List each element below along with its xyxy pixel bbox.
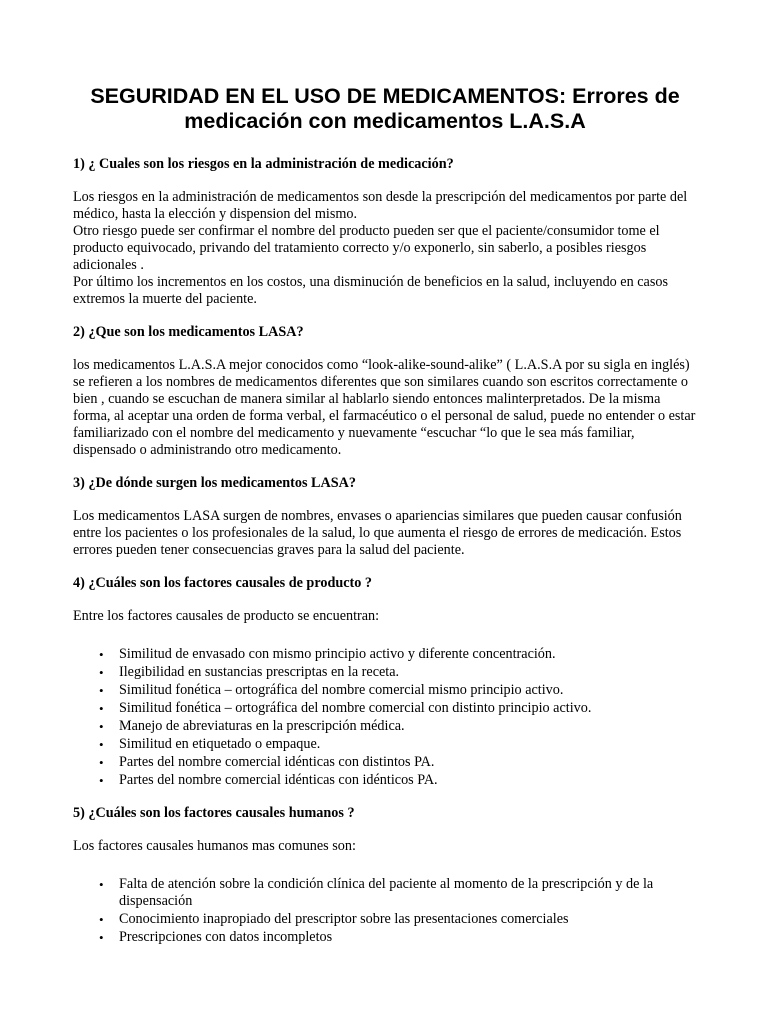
bullet-icon: • (99, 683, 104, 698)
section-5-question: 5) ¿Cuáles son los factores causales humanos ? (73, 805, 355, 821)
section-1-paragraph: Los riesgos en la administración de medicamentos son desde la prescripción del medicamentos por parte del médico, hasta la elección y dispension del mismo. (73, 189, 688, 222)
list-item-text: Similitud fonética – ortográfica del nombre comercial mismo principio activo. (119, 682, 564, 698)
list-item-text: Partes del nombre comercial idénticas con idénticos PA. (119, 772, 438, 788)
list-item-text: Similitud fonética – ortográfica del nombre comercial con distinto principio activo. (119, 700, 592, 716)
bullet-icon: • (99, 701, 104, 716)
list-item (73, 772, 697, 789)
bullet-icon: • (99, 912, 104, 927)
bullet-icon: • (99, 877, 104, 892)
section-5-bullet-list (73, 876, 697, 946)
list-item-text: Similitud de envasado con mismo principio activo y diferente concentración. (119, 646, 556, 662)
list-item (73, 700, 697, 717)
list-item (73, 718, 697, 735)
document-page (73, 84, 697, 962)
bullet-icon: • (99, 755, 104, 770)
list-item (73, 682, 697, 699)
bullet-icon: • (99, 930, 104, 945)
bullet-icon: • (99, 773, 104, 788)
section-1-paragraph: Otro riesgo puede ser confirmar el nombre del producto pueden ser que el paciente/consumidor tome el producto equivocado, privando del tratamiento correcto y/o exponerlo, sin saberlo, a posibles riesgos adicionales . (73, 223, 660, 273)
list-item (73, 929, 697, 946)
bullet-icon: • (99, 665, 104, 680)
list-item-text: Prescripciones con datos incompletos (119, 929, 333, 945)
list-item-text: Partes del nombre comercial idénticas con distintos PA. (119, 754, 435, 770)
document-title: SEGURIDAD EN EL USO DE MEDICAMENTOS: Errores de medicación con medicamentos L.A.S.A (90, 84, 680, 133)
list-item-text: Ilegibilidad en sustancias prescriptas en la receta. (119, 664, 400, 680)
bullet-icon: • (99, 737, 104, 752)
section-1-body (73, 189, 697, 308)
section-1-question: 1) ¿ Cuales son los riesgos en la administración de medicación? (73, 156, 454, 172)
bullet-icon: • (99, 719, 104, 734)
section-2-paragraph: los medicamentos L.A.S.A mejor conocidos como “look-alike-sound-alike” ( L.A.S.A por su sigla en inglés) se refieren a los nombres de medicamentos diferentes que son similares cuando son escritos correctamente o bien , cuando se escuchan de manera similar al hablarlo siendo entonces malinterpretados. De la misma forma, al aceptar una orden de forma verbal, el farmacéutico o el personal de salud, puede no entender o estar familiarizado con el nombre del medicamento y nuevamente “escuchar “lo que le sea más familiar, dispensado o administrando otro medicamento. (73, 357, 696, 458)
list-item (73, 646, 697, 663)
section-1-paragraph: Por último los incrementos en los costos, una disminución de beneficios en la salud, incluyendo en casos extremos la muerte del paciente. (73, 274, 668, 307)
list-item (73, 664, 697, 681)
section-4-question: 4) ¿Cuáles son los factores causales de producto ? (73, 575, 372, 591)
section-2-question: 2) ¿Que son los medicamentos LASA? (73, 324, 304, 340)
section-5-lead: Los factores causales humanos mas comunes son: (73, 838, 356, 854)
list-item (73, 876, 697, 910)
section-3-paragraph: Los medicamentos LASA surgen de nombres, envases o apariencias similares que pueden causar confusión entre los pacientes o los profesionales de la salud, lo que aumenta el riesgo de errores de medicación. Estos errores pueden tener consecuencias graves para la salud del paciente. (73, 508, 682, 558)
list-item (73, 911, 697, 928)
list-item (73, 754, 697, 771)
bullet-icon: • (99, 647, 104, 662)
section-4-bullet-list (73, 646, 697, 789)
list-item-text: Similitud en etiquetado o empaque. (119, 736, 321, 752)
list-item (73, 736, 697, 753)
list-item-text: Manejo de abreviaturas en la prescripción médica. (119, 718, 405, 734)
section-4-lead: Entre los factores causales de producto se encuentran: (73, 608, 380, 624)
list-item-text: Conocimiento inapropiado del prescriptor sobre las presentaciones comerciales (119, 911, 569, 927)
section-3-question: 3) ¿De dónde surgen los medicamentos LASA? (73, 475, 356, 491)
list-item-text: Falta de atención sobre la condición clínica del paciente al momento de la prescripción y de la dispensación (119, 876, 654, 909)
